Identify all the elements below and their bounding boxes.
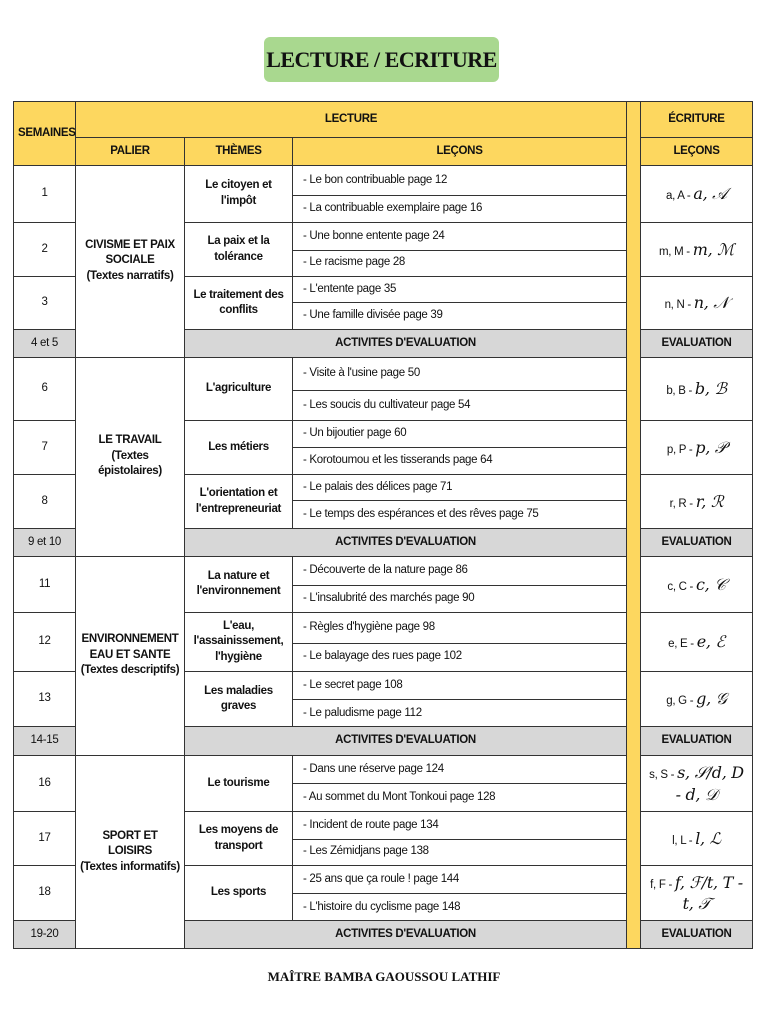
week-number: 6 xyxy=(14,357,76,421)
week-number: 18 xyxy=(14,865,76,921)
page-title: LECTURE / ECRITURE xyxy=(266,46,497,72)
header-lecons: LEÇONS xyxy=(293,138,627,165)
writing-cursive: l, ℒ xyxy=(695,828,721,848)
theme-name: Les sports xyxy=(185,865,293,921)
writing-letters: f, F - xyxy=(650,878,675,891)
lesson-item: - Un bijoutier page 60 xyxy=(293,421,627,447)
lesson-item: - Visite à l'usine page 50 xyxy=(293,357,627,390)
lesson-item: - Le secret page 108 xyxy=(293,671,627,699)
lesson-item: - Korotoumou et les tisserands page 64 xyxy=(293,447,627,474)
evaluation-writing: EVALUATION xyxy=(641,727,753,755)
table-row xyxy=(14,755,753,783)
lesson-item: - L'histoire du cyclisme page 148 xyxy=(293,894,627,921)
palier-name: CIVISME ET PAIX SOCIALE xyxy=(85,238,175,267)
palier-subtitle: (Textes descriptifs) xyxy=(80,664,180,677)
evaluation-writing: EVALUATION xyxy=(641,529,753,556)
palier-cell xyxy=(76,556,185,755)
writing-lesson xyxy=(641,276,753,330)
week-number: 8 xyxy=(14,474,76,529)
evaluation-activity: ACTIVITES D'EVALUATION xyxy=(185,529,627,556)
palier-name: SPORT ET LOISIRS xyxy=(102,829,158,858)
evaluation-week: 9 et 10 xyxy=(14,529,76,556)
palier-name: LE TRAVAIL xyxy=(98,434,162,447)
lesson-item: - Le temps des espérances et des rêves page 75 xyxy=(293,501,627,529)
week-number: 16 xyxy=(14,755,76,812)
writing-cursive: s, 𝒮/d, D - d, 𝒟 xyxy=(675,762,744,804)
writing-cursive: f, ℱ/t, T - t, 𝒯 xyxy=(674,872,743,914)
writing-lesson xyxy=(641,223,753,277)
evaluation-activity: ACTIVITES D'EVALUATION xyxy=(185,727,627,755)
week-number: 1 xyxy=(14,165,76,223)
theme-name: L'eau, l'assainissement, l'hygiène xyxy=(185,613,293,672)
lesson-item: - Le palais des délices page 71 xyxy=(293,474,627,500)
writing-letters: l, L - xyxy=(672,834,696,847)
writing-cursive: c, 𝒞 xyxy=(695,574,726,594)
week-number: 11 xyxy=(14,556,76,613)
header-themes: THÈMES xyxy=(185,138,293,165)
theme-name: L'orientation et l'entrepreneuriat xyxy=(185,474,293,529)
week-number: 13 xyxy=(14,671,76,727)
evaluation-week: 4 et 5 xyxy=(14,330,76,357)
lesson-item: - Une famille divisée page 39 xyxy=(293,303,627,330)
theme-name: Le tourisme xyxy=(185,755,293,812)
writing-letters: a, A - xyxy=(666,190,694,203)
lesson-item: - Le bon contribuable page 12 xyxy=(293,165,627,195)
title-banner xyxy=(264,37,499,82)
writing-cursive: e, ℰ xyxy=(696,632,725,652)
writing-letters: s, S - xyxy=(649,768,678,781)
evaluation-activity: ACTIVITES D'EVALUATION xyxy=(185,921,627,949)
writing-cursive: b, ℬ xyxy=(694,379,727,399)
theme-name: Les moyens de transport xyxy=(185,812,293,866)
writing-letters: m, M - xyxy=(659,245,693,258)
lesson-item: - Le paludisme page 112 xyxy=(293,700,627,727)
lesson-item: - Le racisme page 28 xyxy=(293,250,627,276)
author-footer: MAÎTRE BAMBA GAOUSSOU LATHIF xyxy=(267,969,501,984)
lesson-item: - Règles d'hygiène page 98 xyxy=(293,613,627,643)
lesson-item: - Une bonne entente page 24 xyxy=(293,223,627,250)
writing-letters: r, R - xyxy=(669,497,696,510)
writing-cursive: a, 𝒜 xyxy=(693,184,727,204)
evaluation-week: 19-20 xyxy=(14,921,76,949)
theme-name: La nature et l'environnement xyxy=(185,556,293,613)
writing-letters: e, E - xyxy=(668,638,697,651)
table-row xyxy=(14,165,753,195)
theme-name: Les maladies graves xyxy=(185,671,293,727)
evaluation-writing: EVALUATION xyxy=(641,330,753,357)
writing-letters: g, G - xyxy=(666,695,697,708)
writing-letters: n, N - xyxy=(664,299,694,312)
theme-name: La paix et la tolérance xyxy=(185,223,293,277)
lesson-item: - 25 ans que ça roule ! page 144 xyxy=(293,865,627,893)
writing-lesson xyxy=(641,556,753,613)
week-number: 2 xyxy=(14,223,76,277)
evaluation-writing: EVALUATION xyxy=(641,921,753,949)
lesson-item: - Le balayage des rues page 102 xyxy=(293,643,627,671)
week-number: 3 xyxy=(14,276,76,330)
table-row xyxy=(14,357,753,390)
column-separator xyxy=(627,102,641,949)
lesson-item: - Les Zémidjans page 138 xyxy=(293,839,627,865)
lesson-item: - La contribuable exemplaire page 16 xyxy=(293,195,627,222)
week-number: 12 xyxy=(14,613,76,672)
writing-lesson xyxy=(641,865,753,921)
lesson-item: - Les soucis du cultivateur page 54 xyxy=(293,390,627,420)
theme-name: L'agriculture xyxy=(185,357,293,421)
lesson-item: - Au sommet du Mont Tonkoui page 128 xyxy=(293,784,627,812)
writing-lesson xyxy=(641,474,753,529)
writing-lesson xyxy=(641,357,753,421)
lesson-item: - Dans une réserve page 124 xyxy=(293,755,627,783)
writing-cursive: g, 𝒢 xyxy=(696,689,727,709)
writing-lesson xyxy=(641,165,753,223)
week-number: 7 xyxy=(14,421,76,475)
lesson-item: - Découverte de la nature page 86 xyxy=(293,556,627,585)
header-palier: PALIER xyxy=(76,138,185,165)
header-ecriture: ÉCRITURE xyxy=(641,102,753,138)
palier-cell xyxy=(76,357,185,556)
palier-subtitle: (Textes narratifs) xyxy=(86,269,174,282)
header-ecriture-lecons: LEÇONS xyxy=(641,138,753,165)
writing-letters: c, C - xyxy=(667,580,696,593)
writing-cursive: r, ℛ xyxy=(695,491,724,511)
header-semaines: SEMAINES xyxy=(14,102,76,166)
writing-cursive: n, 𝒩 xyxy=(693,293,729,313)
writing-cursive: p, 𝒫 xyxy=(695,437,727,457)
table-row xyxy=(14,556,753,585)
palier-name: ENVIRONNEMENT EAU ET SANTE xyxy=(81,633,179,661)
lesson-item: - L'insalubrité des marchés page 90 xyxy=(293,585,627,612)
header-lecture: LECTURE xyxy=(76,102,627,138)
writing-lesson xyxy=(641,421,753,475)
palier-cell xyxy=(76,755,185,948)
lesson-item: - L'entente page 35 xyxy=(293,276,627,302)
evaluation-activity: ACTIVITES D'EVALUATION xyxy=(185,330,627,357)
palier-subtitle: (Textes épistolaires) xyxy=(98,449,162,478)
palier-subtitle: (Textes informatifs) xyxy=(80,860,180,873)
writing-lesson xyxy=(641,755,753,812)
writing-cursive: m, ℳ xyxy=(692,239,734,259)
writing-letters: b, B - xyxy=(666,385,695,398)
week-number: 17 xyxy=(14,812,76,866)
theme-name: Le traitement des conflits xyxy=(185,276,293,330)
palier-cell xyxy=(76,165,185,357)
writing-lesson xyxy=(641,812,753,866)
lesson-item: - Incident de route page 134 xyxy=(293,812,627,839)
writing-lesson xyxy=(641,613,753,672)
evaluation-week: 14-15 xyxy=(14,727,76,755)
schedule-table xyxy=(13,101,753,949)
theme-name: Les métiers xyxy=(185,421,293,475)
writing-letters: p, P - xyxy=(666,443,696,456)
writing-lesson xyxy=(641,671,753,727)
theme-name: Le citoyen et l'impôt xyxy=(185,165,293,223)
